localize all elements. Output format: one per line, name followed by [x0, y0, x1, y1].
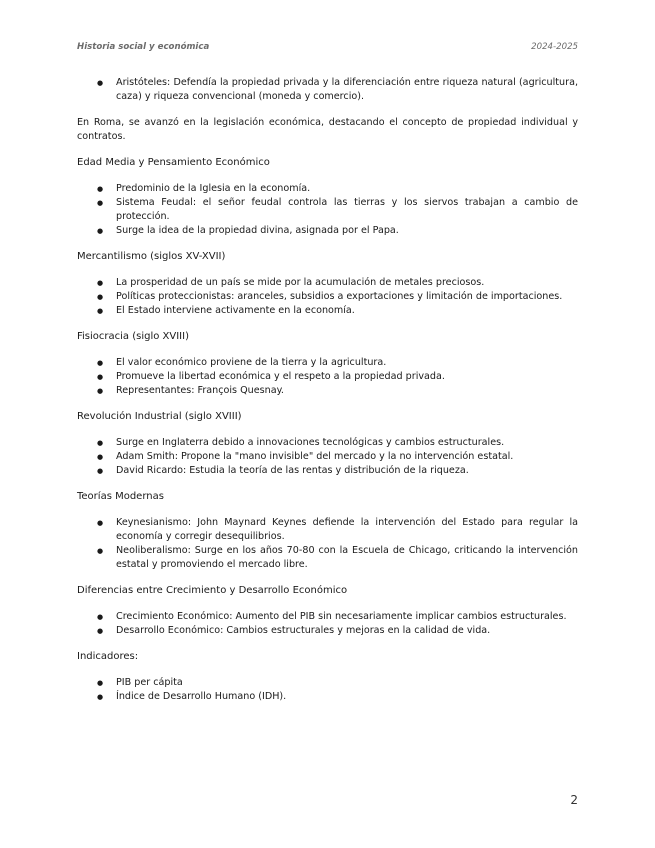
list-item: ● Crecimiento Económico: Aumento del PIB sin necesariamente implicar cambios estructurales. — [77, 610, 578, 624]
section-heading: Revolución Industrial (siglo XVIII) — [77, 411, 242, 422]
page-header — [77, 42, 578, 56]
section-list — [77, 676, 578, 704]
section-edad-media — [77, 156, 578, 238]
list-item: ● Desarrollo Económico: Cambios estructurales y mejoras en la calidad de vida. — [77, 624, 578, 638]
section-mercantilismo — [77, 250, 578, 318]
section-indicadores — [77, 650, 578, 704]
section-heading: Teorías Modernas — [77, 491, 164, 502]
section-list — [77, 182, 578, 238]
section-heading: Indicadores: — [77, 651, 139, 662]
list-item: ● El Estado interviene activamente en la economía. — [77, 304, 578, 318]
section-list — [77, 610, 578, 638]
list-item: ● La prosperidad de un país se mide por la acumulación de metales preciosos. — [77, 276, 578, 290]
list-item: ● Keynesianismo: John Maynard Keynes defiende la intervención del Estado para regular la economía y corregir desequilibrios. — [77, 516, 578, 544]
list-item: ● Predominio de la Iglesia en la economía. — [77, 182, 578, 196]
document-body — [77, 76, 578, 716]
list-item: ● Políticas proteccionistas: aranceles, subsidios a exportaciones y limitación de importaciones. — [77, 290, 578, 304]
list-item: ● Adam Smith: Propone la "mano invisible" del mercado y la no intervención estatal. — [77, 450, 578, 464]
section-heading: Edad Media y Pensamiento Económico — [77, 157, 270, 168]
header-academic-year: 2024-2025 — [531, 42, 578, 52]
section-fisiocracia — [77, 330, 578, 398]
section-list — [77, 516, 578, 572]
section-heading: Diferencias entre Crecimiento y Desarrollo Económico — [77, 585, 348, 596]
list-item: ● Neoliberalismo: Surge en los años 70-80 con la Escuela de Chicago, criticando la intervención estatal y promoviendo el mercado libre. — [77, 544, 578, 572]
list-item: ● Promueve la libertad económica y el respeto a la propiedad privada. — [77, 370, 578, 384]
header-course-title: Historia social y económica — [77, 42, 210, 52]
list-item: ● PIB per cápita — [77, 676, 578, 690]
section-heading: Mercantilismo (siglos XV-XVII) — [77, 251, 226, 262]
section-revolucion-industrial — [77, 410, 578, 478]
list-item: ● Surge la idea de la propiedad divina, asignada por el Papa. — [77, 224, 578, 238]
section-crecimiento-desarrollo — [77, 584, 578, 638]
list-item: ● El valor económico proviene de la tierra y la agricultura. — [77, 356, 578, 370]
list-item: ● David Ricardo: Estudia la teoría de las rentas y distribución de la riqueza. — [77, 464, 578, 478]
section-list — [77, 276, 578, 318]
roma-paragraph: En Roma, se avanzó en la legislación económica, destacando el concepto de propiedad individual y contratos. — [77, 117, 578, 142]
list-item: ● Surge en Inglaterra debido a innovaciones tecnológicas y cambios estructurales. — [77, 436, 578, 450]
section-list — [77, 356, 578, 398]
page-number: 2 — [570, 793, 578, 807]
list-item: ● Aristóteles: Defendía la propiedad privada y la diferenciación entre riqueza natural (agricultura, caza) y riqueza convencional (moneda y comercio). — [77, 76, 578, 104]
section-list — [77, 436, 578, 478]
section-heading: Fisiocracia (siglo XVIII) — [77, 331, 189, 342]
intro-list — [77, 76, 578, 104]
list-item: ● Índice de Desarrollo Humano (IDH). — [77, 690, 578, 704]
section-teorias-modernas — [77, 490, 578, 572]
list-item: ● Representantes: François Quesnay. — [77, 384, 578, 398]
list-item: ● Sistema Feudal: el señor feudal controla las tierras y los siervos trabajan a cambio de protección. — [77, 196, 578, 224]
